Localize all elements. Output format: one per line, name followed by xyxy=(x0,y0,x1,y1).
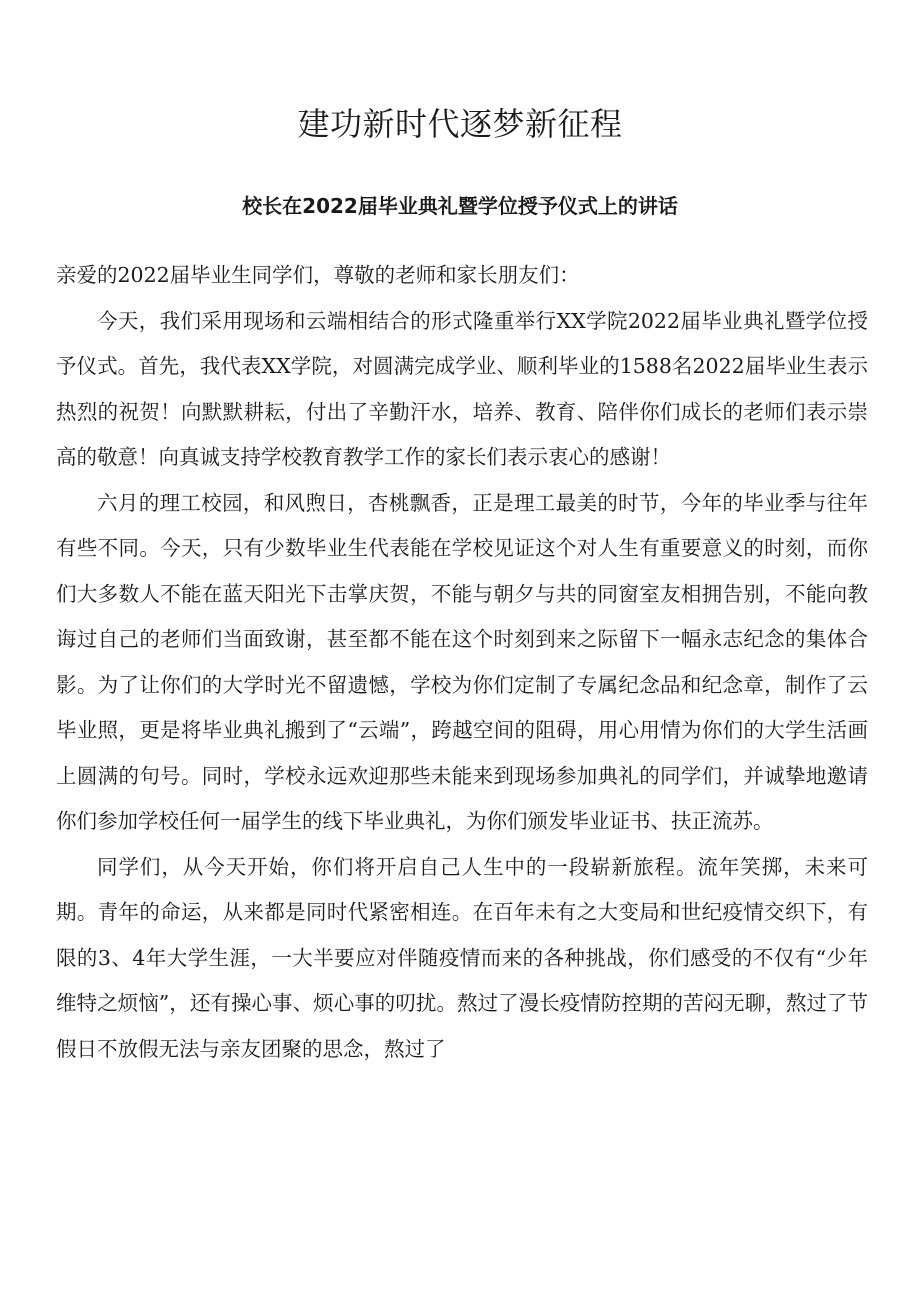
document-subtitle: 校长在2022届毕业典礼暨学位授予仪式上的讲话 xyxy=(242,194,678,218)
paragraph-2: 六月的理工校园，和风煦日，杏桃飘香，正是理工最美的时节，今年的毕业季与往年有些不同。今天，只有少数毕业生代表能在学校见证这个对人生有重要意义的时刻，而你们大多数人不能在蓝天阳光下击掌庆贺，不能与朝夕与共的同窗室友相拥告别，不能向教诲过自己的老师们当面致谢，甚至都不能在这个时刻到来之际留下一幅永志纪念的集体合影。为了让你们的大学时光不留遗憾，学校为你们定制了专属纪念品和纪念章，制作了云毕业照，更是将毕业典礼搬到了“云端”，跨越空间的阻碍，用心用情为你们的大学生活画上圆满的句号。同时，学校永远欢迎那些未能来到现场参加典礼的同学们，并诚挚地邀请你们参加学校任何一届学生的线下毕业典礼，为你们颁发毕业证书、扶正流苏。 xyxy=(56,490,868,833)
paragraph-3: 同学们，从今天开始，你们将开启自己人生中的一段崭新旅程。流年笑掷，未来可期。青年的命运，从来都是同时代紧密相连。在百年未有之大变局和世纪疫情交织下，有限的3、4年大学生涯，一大半要应对伴随疫情而来的各种挑战，你们感受的不仅有“少年维特之烦恼”，还有操心事、烦心事的叨扰。熬过了漫长疫情防控期的苦闷无聊，熬过了节假日不放假无法与亲友团聚的思念，熬过了 xyxy=(56,854,868,1061)
paragraph-1: 今天，我们采用现场和云端相结合的形式隆重举行XX学院2022届毕业典礼暨学位授予仪式。首先，我代表XX学院，对圆满完成学业、顺利毕业的1588名2022届毕业生表示热烈的祝贺！向默默耕耘，付出了辛勤汗水，培养、教育、陪伴你们成长的老师们表示崇高的敬意！向真诚支持学校教育教学工作的家长们表示衷心的感谢！ xyxy=(56,308,868,469)
salutation: 亲爱的2022届毕业生同学们，尊敬的老师和家长朋友们： xyxy=(56,263,580,287)
document-body xyxy=(56,253,868,1072)
document-title: 建功新时代逐梦新征程 xyxy=(297,105,623,143)
